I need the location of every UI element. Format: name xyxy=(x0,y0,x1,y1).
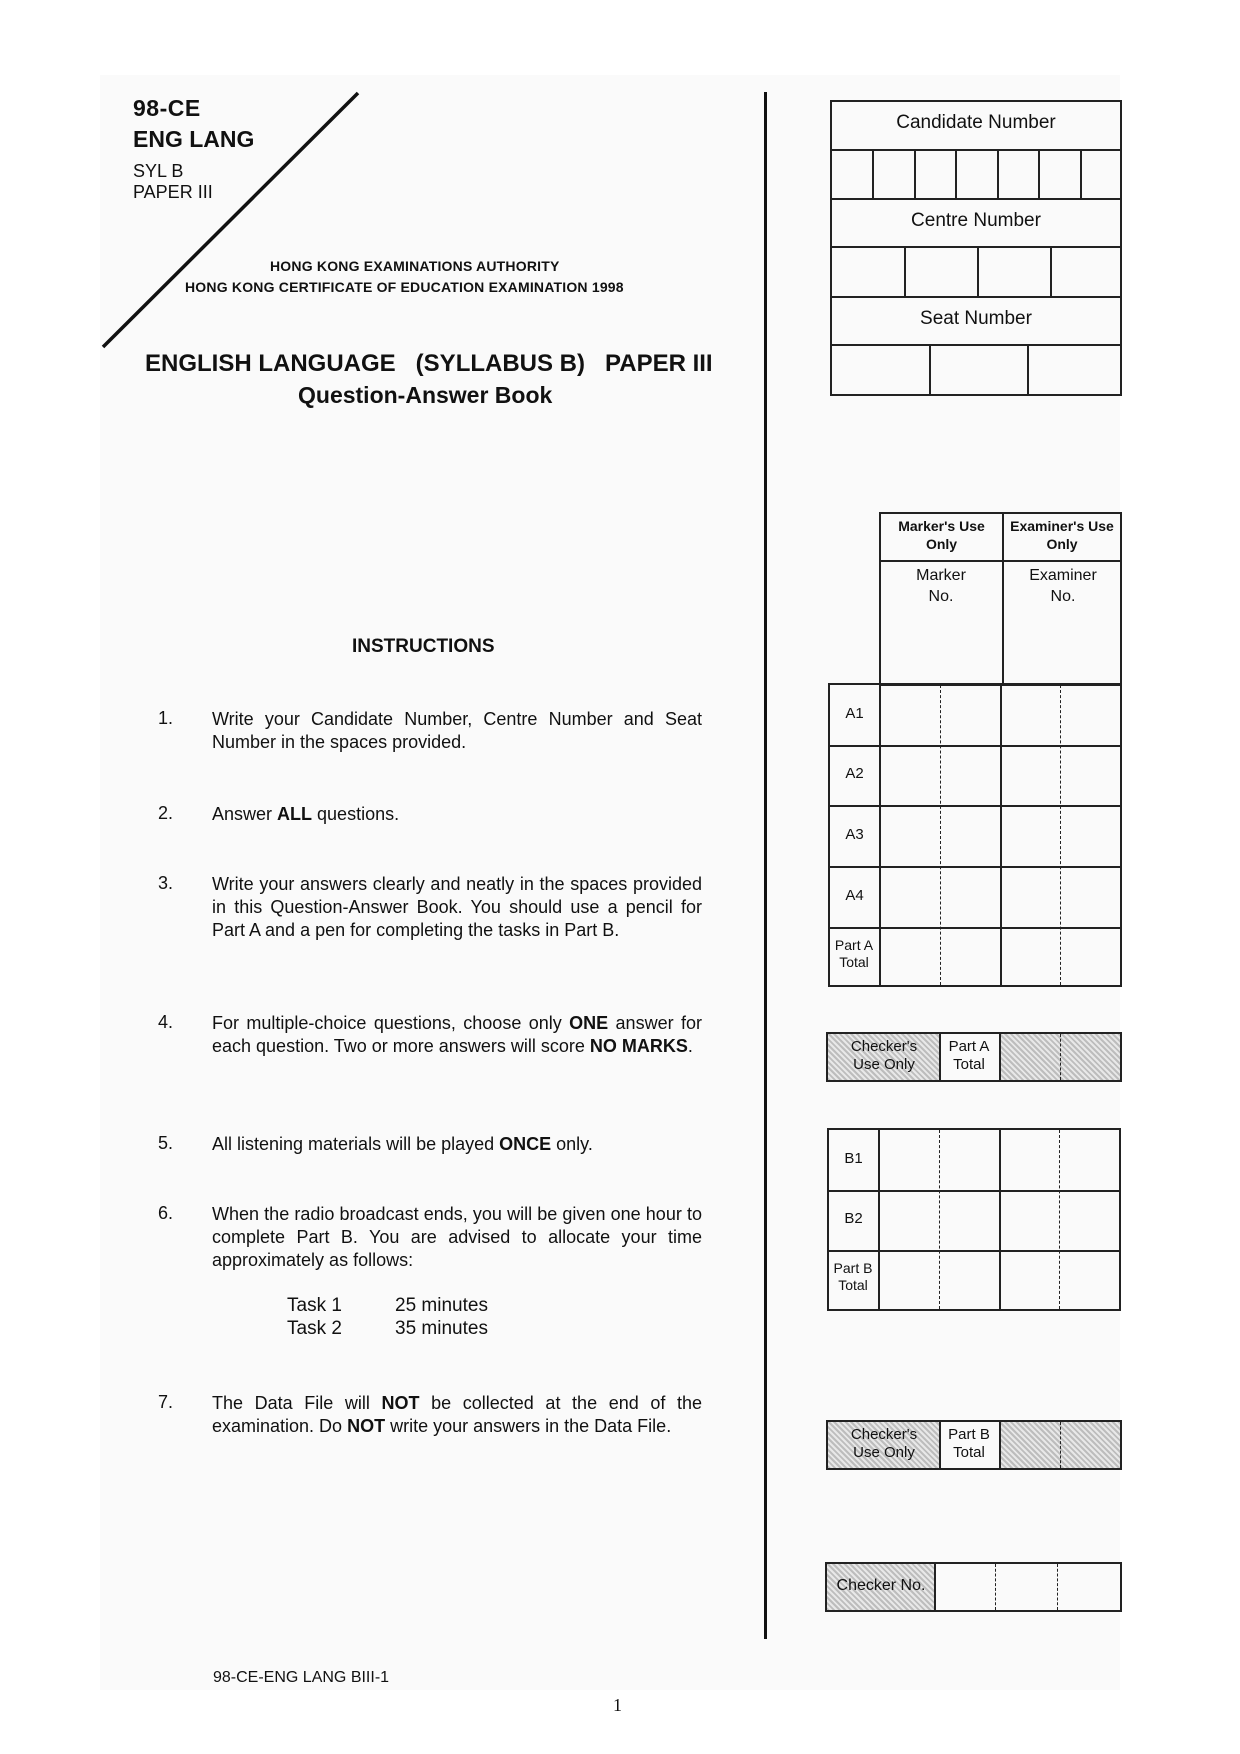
examiner-no-label: Examiner No. xyxy=(1029,567,1097,605)
checkers-use-only-label: Checker's Use Only xyxy=(850,1038,918,1073)
syllabus-code: SYL B xyxy=(133,161,184,181)
marker-examiner-header xyxy=(879,512,1122,686)
paper-subtitle: Question-Answer Book xyxy=(298,382,553,408)
part-b-marks-table xyxy=(827,1128,1121,1311)
part-a-total-label: Part A Total xyxy=(834,937,874,970)
row-label-a3: A3 xyxy=(845,826,864,843)
checker-no-label: Checker No. xyxy=(836,1577,926,1594)
instruction-number: 3. xyxy=(158,873,174,893)
authority-name: HONG KONG EXAMINATIONS AUTHORITY xyxy=(270,258,560,274)
checker-number-box xyxy=(825,1562,1122,1612)
identification-boxes xyxy=(830,100,1122,396)
instruction-text: All listening materials will be played ONCE only. xyxy=(212,1134,593,1154)
instructions-heading: INSTRUCTIONS xyxy=(352,636,495,657)
marker-no-label: Marker No. xyxy=(916,567,966,605)
instruction-text: The Data File will NOT be collected at the end of the examination. Do NOT write your answers in the Data File. xyxy=(212,1393,703,1436)
instruction-text: Answer ALL questions. xyxy=(212,804,400,824)
candidate-number-label: Candidate Number xyxy=(896,112,1056,133)
instruction-number: 1. xyxy=(158,708,174,728)
part-b-total-label: Part B Total xyxy=(948,1426,990,1461)
instruction-number: 4. xyxy=(158,1012,174,1032)
checker-part-a-box xyxy=(826,1032,1122,1082)
instruction-text: For multiple-choice questions, choose only ONE answer for each question. Two or more answers will score NO MARKS. xyxy=(212,1013,702,1056)
footer-paper-code: 98-CE-ENG LANG BIII-1 xyxy=(213,1669,390,1686)
task-name: Task 1 xyxy=(287,1295,342,1316)
subject-code: ENG LANG xyxy=(133,126,255,152)
task-time: 35 minutes xyxy=(395,1318,488,1339)
instruction-number: 7. xyxy=(158,1392,174,1412)
diagonal-slash-line xyxy=(95,85,375,355)
instruction-text: Write your answers clearly and neatly in the spaces provided in this Question-Answer Book. You should use a pencil for Part A and a pen for completing the tasks in Part B. xyxy=(212,874,702,940)
instruction-number: 2. xyxy=(158,803,174,823)
part-a-marks-table xyxy=(828,683,1122,987)
centre-number-label: Centre Number xyxy=(911,210,1041,231)
exam-code: 98-CE xyxy=(133,95,201,121)
instruction-text: Write your Candidate Number, Centre Number and Seat Number in the spaces provided. xyxy=(212,709,702,752)
row-label-a2: A2 xyxy=(845,765,864,782)
instruction-text: When the radio broadcast ends, you will be given one hour to complete Part B. You are advised to allocate your time approximately as follows: xyxy=(212,1204,702,1270)
part-b-total-label: Part B Total xyxy=(833,1260,873,1293)
examination-name: HONG KONG CERTIFICATE OF EDUCATION EXAMINATION 1998 xyxy=(185,279,624,295)
row-label-b2: B2 xyxy=(844,1210,863,1227)
paper-code: PAPER III xyxy=(133,182,213,202)
task-time: 25 minutes xyxy=(395,1295,488,1316)
instruction-number: 6. xyxy=(158,1203,174,1223)
checkers-use-only-label: Checker's Use Only xyxy=(850,1426,918,1461)
examiners-use-only-label: Examiner's Use Only xyxy=(1010,518,1114,552)
row-label-a1: A1 xyxy=(845,705,864,722)
task-name: Task 2 xyxy=(287,1318,342,1339)
page-divider xyxy=(764,92,767,1639)
row-label-b1: B1 xyxy=(844,1150,863,1167)
row-label-a4: A4 xyxy=(845,887,864,904)
page-number: 1 xyxy=(613,1695,622,1715)
instruction-number: 5. xyxy=(158,1133,174,1153)
markers-use-only-label: Marker's Use Only xyxy=(898,518,985,552)
paper-title: ENGLISH LANGUAGE (SYLLABUS B) PAPER III xyxy=(145,350,713,377)
seat-number-label: Seat Number xyxy=(920,308,1032,329)
part-a-total-label: Part A Total xyxy=(948,1038,990,1073)
checker-part-b-box xyxy=(826,1420,1122,1470)
